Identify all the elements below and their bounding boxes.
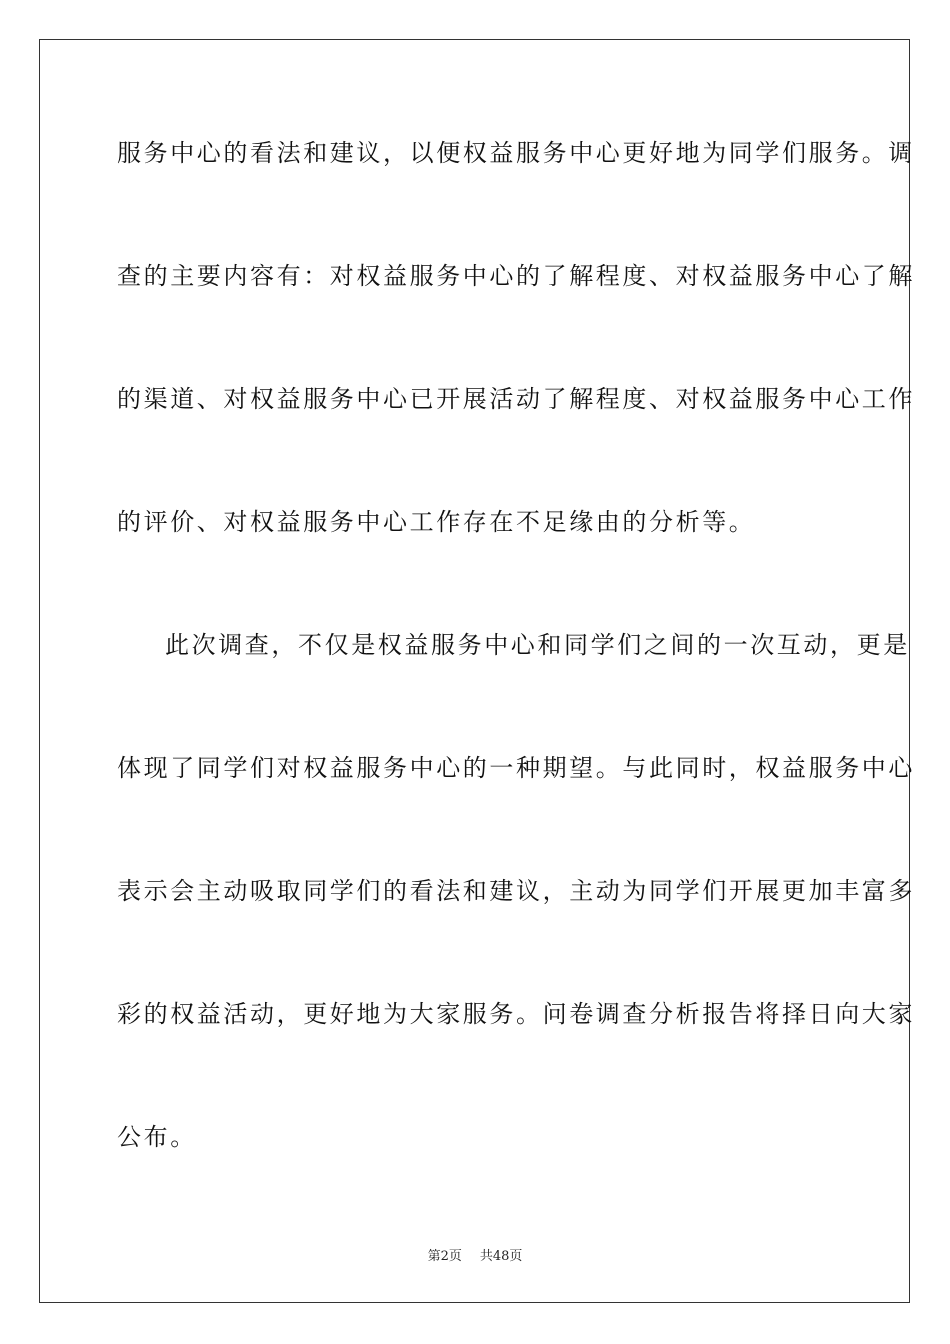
text-line: 的渠道、对权益服务中心已开展活动了解程度、对权益服务中心工作 [117,385,915,413]
page-border [39,39,915,1303]
page-number-current: 第2页 [427,1249,462,1264]
text-line: 表示会主动吸取同学们的看法和建议，主动为同学们开展更加丰富多 [117,877,915,905]
text-line: 公布。 [117,1123,197,1151]
text-line: 体现了同学们对权益服务中心的一种期望。与此同时，权益服务中心 [117,754,915,782]
text-line: 服务中心的看法和建议，以便权益服务中心更好地为同学们服务。调 [117,139,915,167]
text-line: 的评价、对权益服务中心工作存在不足缘由的分析等。 [117,508,756,536]
text-line: 查的主要内容有：对权益服务中心的了解程度、对权益服务中心了解 [117,262,915,290]
paragraph-first-line: 此次调查，不仅是权益服务中心和同学们之间的一次互动，更是 [165,631,910,659]
page-footer [0,1248,950,1266]
text-line: 彩的权益活动，更好地为大家服务。问卷调查分析报告将择日向大家 [117,1000,915,1028]
page-number-total: 共48页 [479,1249,523,1264]
